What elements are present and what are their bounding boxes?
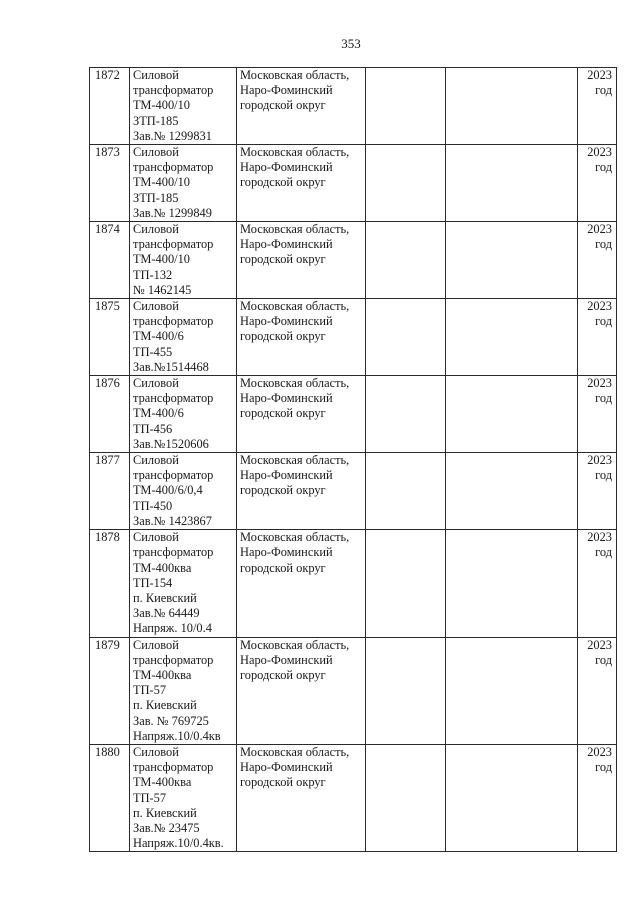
empty-cell	[446, 222, 578, 299]
description-line: Зав.№ 1299849	[133, 205, 212, 220]
location-line: Московская область,	[240, 637, 350, 652]
table-row	[90, 68, 617, 145]
table-row	[90, 222, 617, 299]
description-line: Силовой	[133, 68, 179, 82]
location-line: Московская область,	[240, 744, 350, 759]
location-line: Наро-Фоминский	[240, 391, 333, 406]
year-line: год	[595, 391, 612, 406]
description-line: Зав.№1520606	[133, 436, 209, 451]
description-cell	[130, 744, 237, 851]
year-cell	[578, 637, 617, 744]
description-line: Зав. № 769725	[133, 713, 209, 728]
year-line: 2023	[587, 222, 612, 237]
location-cell	[237, 68, 366, 145]
year-cell	[578, 68, 617, 145]
description-line: трансформатор	[133, 314, 214, 329]
description-line: Напряж.10/0.4кв	[133, 728, 221, 743]
year-line: год	[595, 468, 612, 483]
location-cell	[237, 376, 366, 453]
description-line: № 1462145	[133, 282, 192, 297]
description-cell	[130, 453, 237, 530]
row-number-cell: 1877	[90, 453, 130, 530]
registry-table	[89, 67, 617, 852]
description-cell	[130, 299, 237, 376]
description-line: ТМ-400/6	[133, 406, 184, 421]
year-cell	[578, 744, 617, 851]
description-line: Силовой	[133, 744, 179, 759]
location-line: Московская область,	[240, 145, 350, 160]
year-cell	[578, 145, 617, 222]
empty-cell	[366, 68, 446, 145]
description-line: п. Киевский	[133, 698, 197, 713]
location-line: Наро-Фоминский	[240, 160, 333, 175]
description-line: ТМ-400/6/0,4	[133, 483, 203, 498]
description-line: Силовой	[133, 222, 179, 237]
description-line: трансформатор	[133, 160, 214, 175]
year-cell	[578, 299, 617, 376]
location-line: городской округ	[240, 98, 326, 113]
description-line: Напряж.10/0.4кв.	[133, 836, 224, 851]
description-line: Силовой	[133, 530, 179, 545]
row-number-cell: 1872	[90, 68, 130, 145]
empty-cell	[366, 637, 446, 744]
description-line: Силовой	[133, 637, 179, 652]
location-line: Наро-Фоминский	[240, 652, 333, 667]
year-line: 2023	[587, 68, 612, 82]
location-line: Московская область,	[240, 453, 350, 468]
year-line: год	[595, 314, 612, 329]
year-line: год	[595, 160, 612, 175]
description-line: Силовой	[133, 145, 179, 160]
empty-cell	[366, 530, 446, 637]
row-number-cell: 1874	[90, 222, 130, 299]
empty-cell	[446, 530, 578, 637]
location-line: городской округ	[240, 329, 326, 344]
location-line: городской округ	[240, 406, 326, 421]
year-line: год	[595, 760, 612, 775]
description-line: трансформатор	[133, 391, 214, 406]
table-body	[90, 68, 617, 852]
description-line: п. Киевский	[133, 590, 197, 605]
description-line: ТП-450	[133, 498, 173, 513]
description-line: ТП-132	[133, 267, 173, 282]
location-cell	[237, 299, 366, 376]
location-cell	[237, 222, 366, 299]
location-line: Московская область,	[240, 222, 350, 237]
description-line: Силовой	[133, 376, 179, 391]
description-line: ТМ-400/10	[133, 252, 190, 267]
description-line: ТМ-400/6	[133, 329, 184, 344]
description-line: трансформатор	[133, 652, 214, 667]
empty-cell	[366, 222, 446, 299]
page-number: 353	[341, 36, 361, 51]
location-cell	[237, 744, 366, 851]
description-line: Силовой	[133, 299, 179, 314]
description-cell	[130, 222, 237, 299]
location-line: Наро-Фоминский	[240, 83, 333, 98]
description-cell	[130, 637, 237, 744]
description-line: трансформатор	[133, 237, 214, 252]
description-line: ТП-57	[133, 790, 167, 805]
location-line: городской округ	[240, 175, 326, 190]
location-line: Наро-Фоминский	[240, 760, 333, 775]
row-number-cell: 1873	[90, 145, 130, 222]
location-cell	[237, 145, 366, 222]
description-line: Зав.№ 1423867	[133, 513, 212, 528]
description-line: трансформатор	[133, 468, 214, 483]
year-line: 2023	[587, 299, 612, 314]
location-line: городской округ	[240, 775, 326, 790]
location-line: Наро-Фоминский	[240, 545, 333, 560]
year-cell	[578, 453, 617, 530]
year-cell	[578, 222, 617, 299]
row-number-cell: 1875	[90, 299, 130, 376]
description-line: ТМ-400ква	[133, 667, 192, 682]
location-cell	[237, 637, 366, 744]
description-cell	[130, 68, 237, 145]
year-line: 2023	[587, 376, 612, 391]
location-line: Наро-Фоминский	[240, 314, 333, 329]
table-row	[90, 637, 617, 744]
location-line: городской округ	[240, 667, 326, 682]
description-line: п. Киевский	[133, 805, 197, 820]
empty-cell	[366, 376, 446, 453]
description-line: трансформатор	[133, 83, 214, 98]
year-line: год	[595, 237, 612, 252]
description-line: Напряж. 10/0.4	[133, 621, 212, 636]
description-line: ТМ-400ква	[133, 775, 192, 790]
table-row	[90, 453, 617, 530]
row-number-cell: 1880	[90, 744, 130, 851]
location-cell	[237, 453, 366, 530]
location-line: Московская область,	[240, 299, 350, 314]
description-line: ЗТП-185	[133, 190, 179, 205]
location-line: Московская область,	[240, 68, 350, 82]
description-line: Зав.№ 1299831	[133, 128, 212, 143]
year-cell	[578, 530, 617, 637]
year-line: год	[595, 652, 612, 667]
table-row	[90, 145, 617, 222]
location-cell	[237, 530, 366, 637]
location-line: Наро-Фоминский	[240, 468, 333, 483]
location-line: городской округ	[240, 252, 326, 267]
description-line: Зав.№ 64449	[133, 606, 200, 621]
row-number-cell: 1878	[90, 530, 130, 637]
location-line: Московская область,	[240, 530, 350, 545]
description-line: ТП-154	[133, 575, 173, 590]
year-line: 2023	[587, 530, 612, 545]
description-line: ТМ-400/10	[133, 175, 190, 190]
year-line: 2023	[587, 637, 612, 652]
description-line: ТП-456	[133, 421, 173, 436]
empty-cell	[446, 376, 578, 453]
description-line: ЗТП-185	[133, 113, 179, 128]
description-line: трансформатор	[133, 545, 214, 560]
empty-cell	[446, 453, 578, 530]
row-number-cell: 1879	[90, 637, 130, 744]
year-line: 2023	[587, 145, 612, 160]
description-line: ТМ-400/10	[133, 98, 190, 113]
table-row	[90, 530, 617, 637]
empty-cell	[366, 453, 446, 530]
empty-cell	[446, 145, 578, 222]
empty-cell	[446, 299, 578, 376]
description-line: ТП-455	[133, 344, 173, 359]
description-line: Силовой	[133, 453, 179, 468]
year-cell	[578, 376, 617, 453]
location-line: городской округ	[240, 483, 326, 498]
empty-cell	[446, 637, 578, 744]
description-line: Зав.№1514468	[133, 359, 209, 374]
empty-cell	[446, 68, 578, 145]
description-line: трансформатор	[133, 760, 214, 775]
empty-cell	[366, 145, 446, 222]
description-cell	[130, 530, 237, 637]
description-line: ТМ-400ква	[133, 560, 192, 575]
empty-cell	[366, 299, 446, 376]
description-cell	[130, 376, 237, 453]
empty-cell	[446, 744, 578, 851]
location-line: Московская область,	[240, 376, 350, 391]
year-line: 2023	[587, 453, 612, 468]
location-line: Наро-Фоминский	[240, 237, 333, 252]
location-line: городской округ	[240, 560, 326, 575]
description-line: ТП-57	[133, 683, 167, 698]
description-cell	[130, 145, 237, 222]
year-line: 2023	[587, 744, 612, 759]
year-line: год	[595, 545, 612, 560]
table-row	[90, 744, 617, 851]
table-row	[90, 376, 617, 453]
table-row	[90, 299, 617, 376]
description-line: Зав.№ 23475	[133, 820, 200, 835]
row-number-cell: 1876	[90, 376, 130, 453]
empty-cell	[366, 744, 446, 851]
year-line: год	[595, 83, 612, 98]
